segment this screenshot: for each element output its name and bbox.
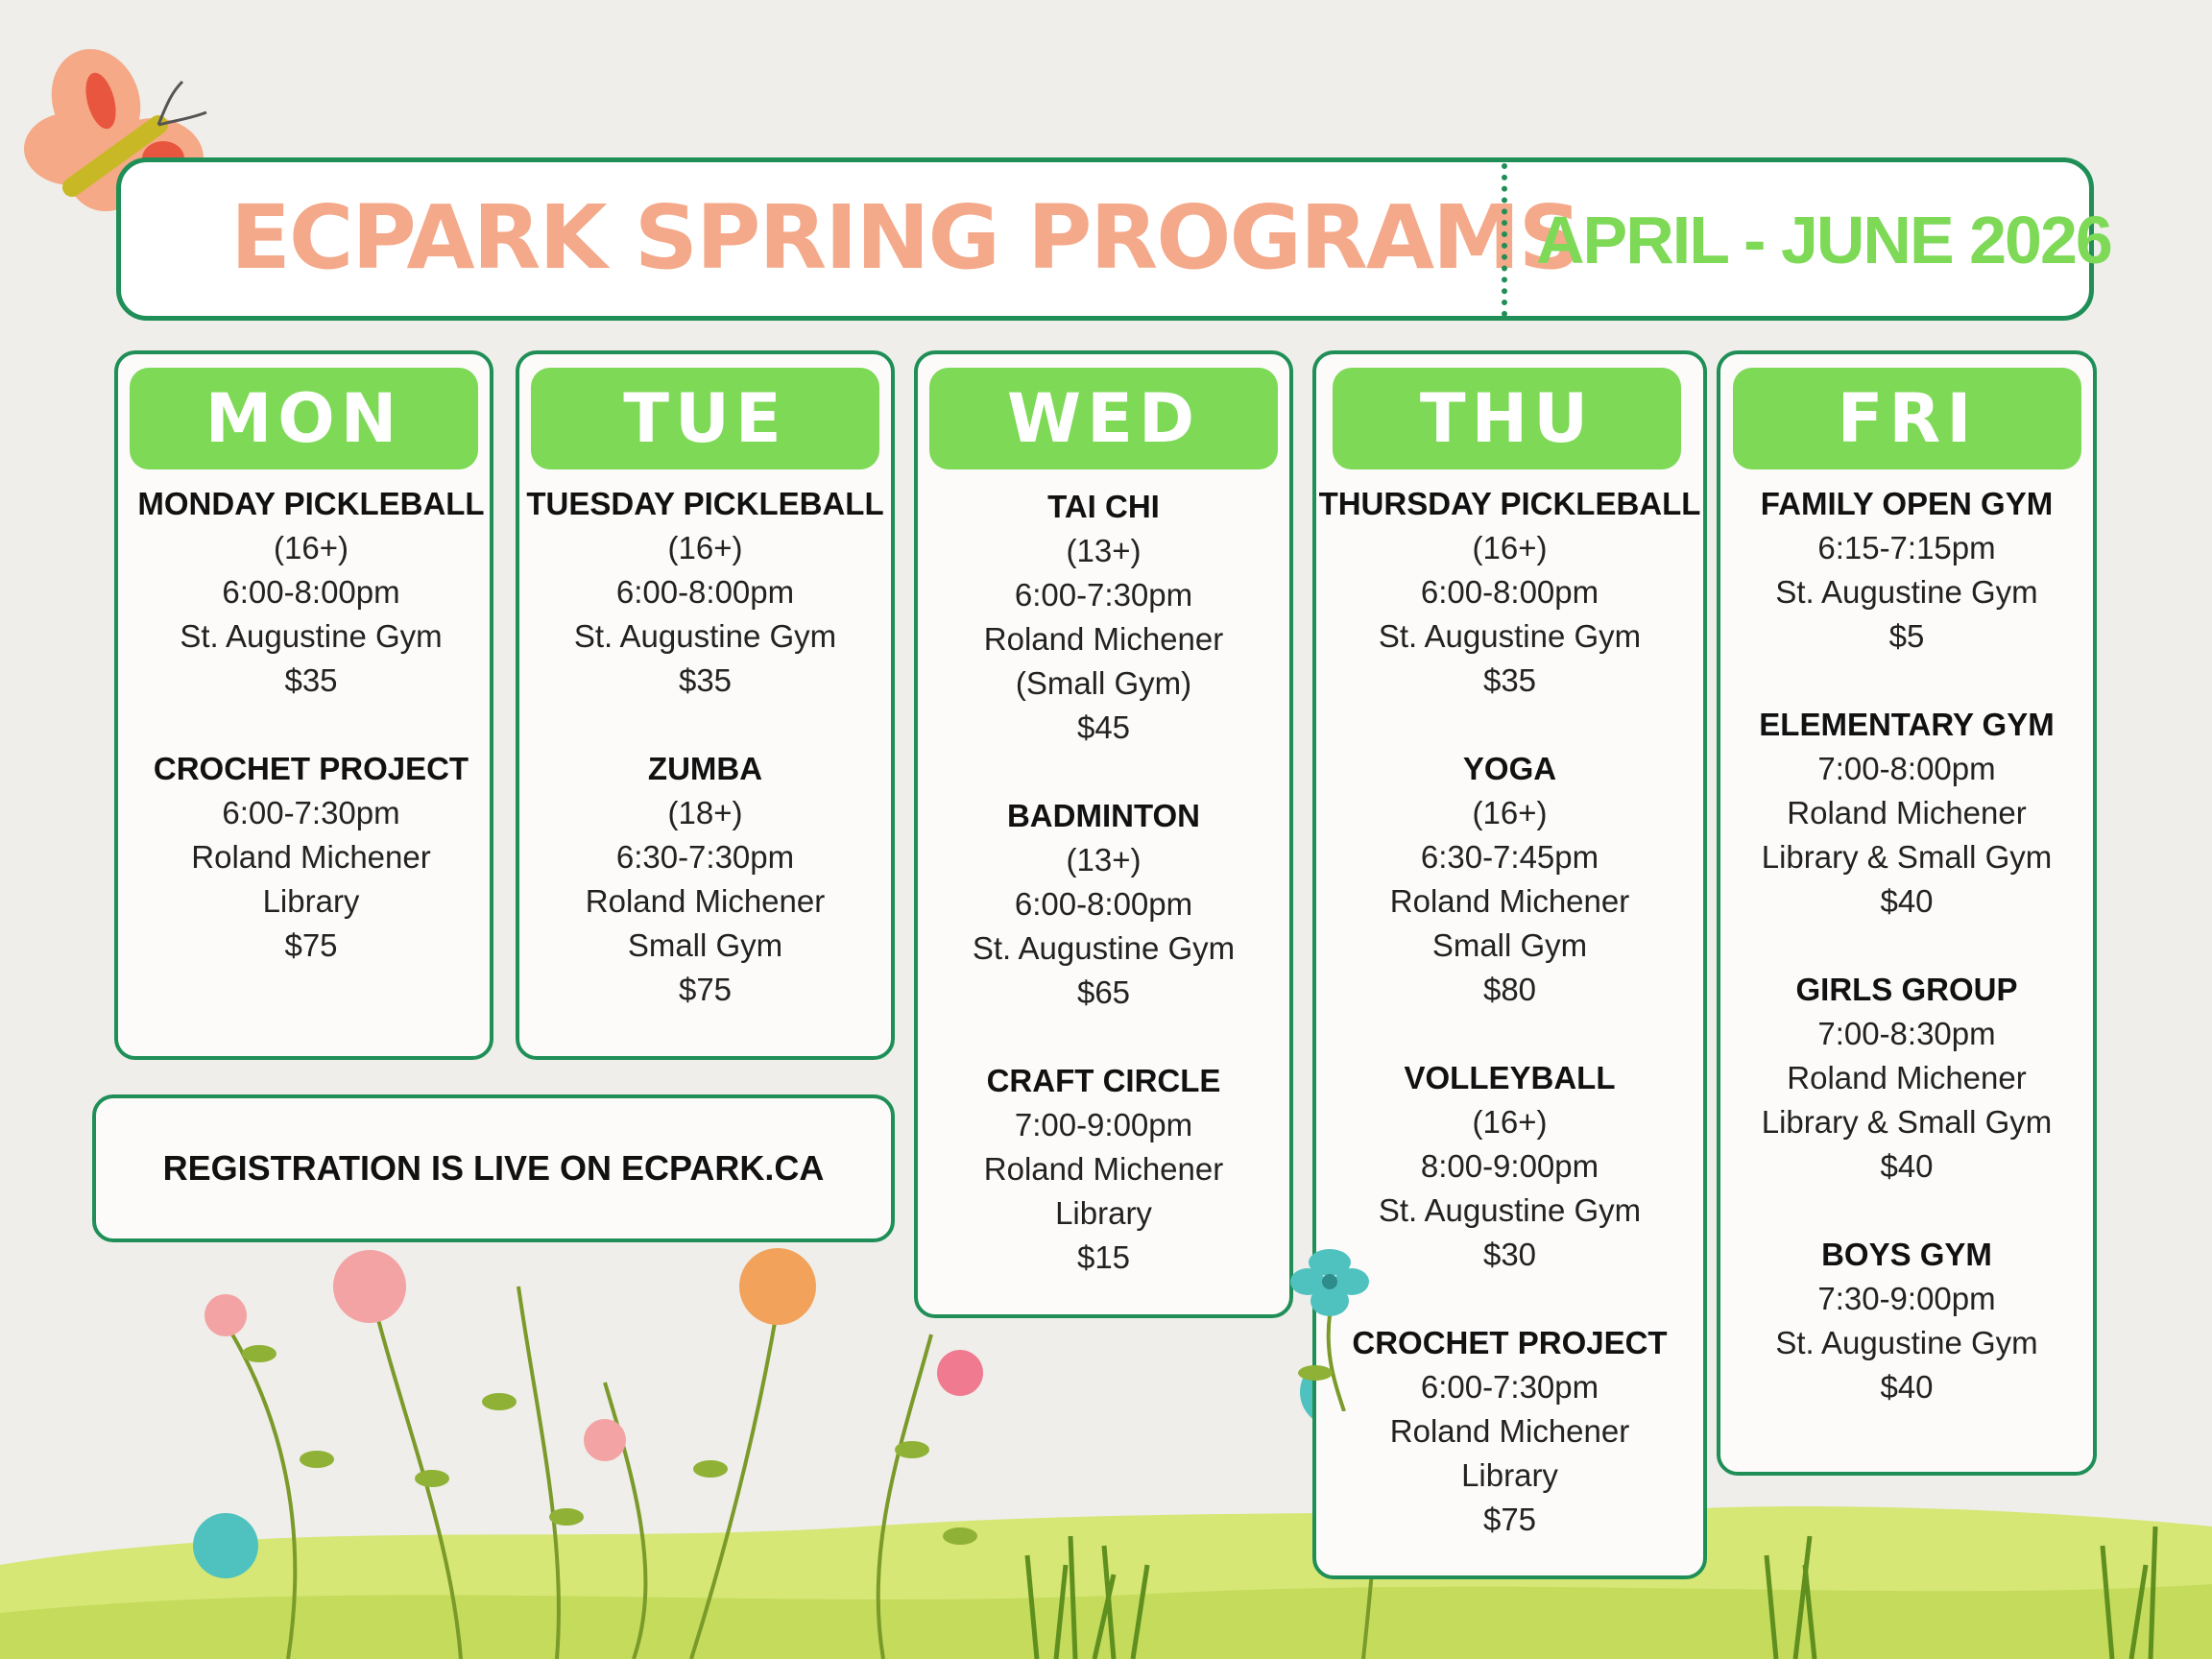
program-item [914, 1059, 1293, 1280]
program-title: CROCHET PROJECT [1352, 1325, 1668, 1360]
program-title: BADMINTON [1006, 798, 1201, 833]
program-title: CRAFT CIRCLE [986, 1063, 1221, 1098]
program-list-mon [114, 482, 508, 1012]
program-detail: (13+) [1066, 842, 1142, 878]
program-detail: $75 [678, 972, 733, 1007]
program-detail: St. Augustine Gym [1378, 1192, 1642, 1228]
program-detail: 6:30-7:30pm [615, 839, 795, 875]
program-detail: St. Augustine Gym [573, 618, 837, 654]
program-list-fri [1717, 482, 2097, 1454]
program-list-thu [1312, 482, 1707, 1586]
day-tab-tue: TUE [531, 368, 879, 469]
program-detail: St. Augustine Gym [1378, 618, 1642, 654]
program-title: ZUMBA [647, 751, 763, 786]
day-tab-mon: MON [130, 368, 478, 469]
program-list-tue [516, 482, 895, 1056]
program-detail: Roland Michener [983, 1151, 1224, 1187]
program-detail: St. Augustine Gym [972, 930, 1236, 966]
program-detail: 6:00-8:00pm [1014, 886, 1193, 922]
program-item [914, 794, 1293, 1015]
program-title: THURSDAY PICKLEBALL [1318, 486, 1701, 521]
program-detail: $75 [1482, 1502, 1537, 1537]
program-detail: Library [1461, 1457, 1558, 1493]
program-detail: $40 [1880, 1369, 1934, 1405]
program-detail: Library & Small Gym [1761, 1104, 2053, 1140]
program-detail: 7:00-8:30pm [1817, 1016, 1996, 1051]
program-title: ELEMENTARY GYM [1759, 707, 2055, 742]
date-range: APRIL - JUNE 2026 [1536, 203, 2111, 277]
program-detail: (16+) [274, 530, 349, 565]
program-detail: $45 [1076, 709, 1131, 745]
program-detail: St. Augustine Gym [1775, 1325, 2038, 1360]
program-detail: 6:15-7:15pm [1817, 530, 1996, 565]
program-list-wed [914, 485, 1293, 1324]
program-title: CROCHET PROJECT [153, 751, 469, 786]
program-detail: (16+) [1472, 1104, 1548, 1140]
program-detail: Roland Michener [983, 621, 1224, 657]
program-detail: (16+) [1472, 530, 1548, 565]
program-detail: Library & Small Gym [1761, 839, 2053, 875]
program-detail: 7:30-9:00pm [1817, 1281, 1996, 1316]
program-detail: (Small Gym) [1015, 665, 1192, 701]
program-detail: St. Augustine Gym [180, 618, 443, 654]
program-detail: Small Gym [627, 927, 783, 963]
program-item [1717, 1233, 2097, 1409]
program-detail: 7:00-9:00pm [1014, 1107, 1193, 1142]
program-detail: $40 [1880, 1148, 1934, 1184]
program-detail: $40 [1880, 883, 1934, 919]
program-detail: 6:30-7:45pm [1420, 839, 1599, 875]
day-tab-wed: WED [929, 368, 1278, 469]
program-title: FAMILY OPEN GYM [1760, 486, 2054, 521]
program-item [516, 747, 895, 1012]
program-title: TAI CHI [1047, 489, 1160, 524]
program-detail: St. Augustine Gym [1775, 574, 2038, 610]
program-title: VOLLEYBALL [1404, 1060, 1616, 1095]
program-detail: Roland Michener [585, 883, 826, 919]
program-title: BOYS GYM [1821, 1237, 1992, 1272]
foreground-flower-icon [1248, 1219, 1440, 1411]
program-detail: 6:00-8:00pm [222, 574, 400, 610]
program-detail: Roland Michener [1787, 795, 2027, 830]
program-detail: $5 [1888, 618, 1925, 654]
program-item [1717, 968, 2097, 1189]
program-detail: Small Gym [1431, 927, 1588, 963]
program-detail: 7:00-8:00pm [1817, 751, 1996, 786]
program-item [914, 485, 1293, 750]
program-detail: Library [262, 883, 360, 919]
program-detail: $65 [1076, 974, 1131, 1010]
program-detail: $35 [284, 662, 338, 698]
program-detail: Library [1055, 1195, 1152, 1231]
day-tab-fri: FRI [1733, 368, 2081, 469]
program-detail: $80 [1482, 972, 1537, 1007]
program-detail: $30 [1482, 1237, 1537, 1272]
program-detail: $35 [678, 662, 733, 698]
page-title: ECPARK SPRING PROGRAMS [230, 186, 1580, 289]
program-detail: 6:00-7:30pm [222, 795, 400, 830]
program-detail: (13+) [1066, 533, 1142, 568]
program-title: TUESDAY PICKLEBALL [526, 486, 884, 521]
program-detail: $75 [284, 927, 338, 963]
program-item [114, 747, 508, 968]
program-title: MONDAY PICKLEBALL [137, 486, 485, 521]
program-detail: 6:00-8:00pm [1420, 574, 1599, 610]
day-tab-thu: THU [1333, 368, 1681, 469]
program-detail: Roland Michener [1389, 1413, 1630, 1449]
program-detail: $15 [1076, 1239, 1131, 1275]
program-detail: (16+) [1472, 795, 1548, 830]
program-detail: $35 [1482, 662, 1537, 698]
header-divider [1502, 163, 1507, 317]
program-item [1717, 482, 2097, 659]
program-detail: (18+) [667, 795, 743, 830]
registration-notice: REGISTRATION IS LIVE ON ECPARK.CA [162, 1148, 825, 1188]
program-detail: 6:00-7:30pm [1014, 577, 1193, 613]
program-detail: Roland Michener [1389, 883, 1630, 919]
program-item [114, 482, 508, 703]
program-title: GIRLS GROUP [1795, 972, 2018, 1007]
program-detail: 6:00-7:30pm [1420, 1369, 1599, 1405]
program-detail: Roland Michener [191, 839, 431, 875]
program-detail: Roland Michener [1787, 1060, 2027, 1095]
program-detail: 8:00-9:00pm [1420, 1148, 1599, 1184]
program-item [1312, 482, 1707, 703]
program-item [1717, 703, 2097, 924]
program-item [1312, 747, 1707, 1012]
program-detail: (16+) [667, 530, 743, 565]
program-detail: 6:00-8:00pm [615, 574, 795, 610]
program-item [516, 482, 895, 703]
program-title: YOGA [1462, 751, 1557, 786]
